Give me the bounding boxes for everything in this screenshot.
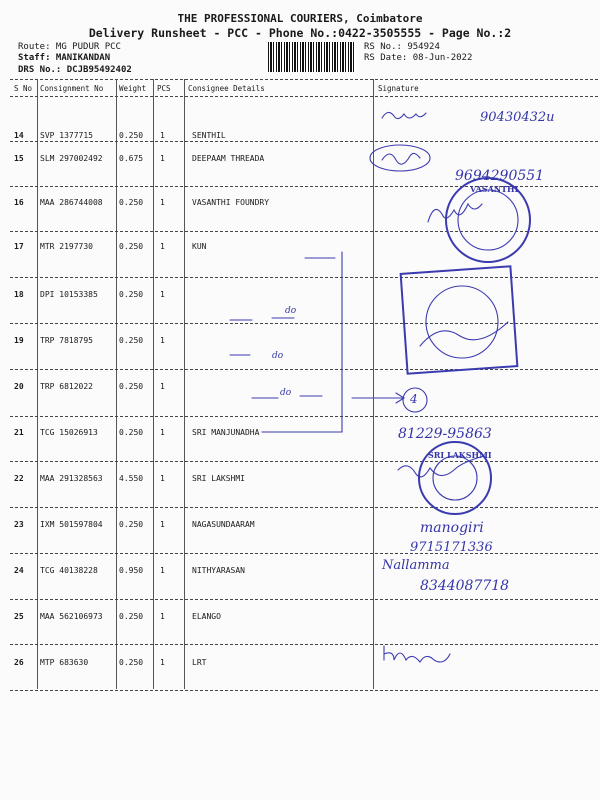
row-sno: 17 (14, 242, 24, 251)
row-weight: 0.950 (119, 566, 144, 575)
row-weight: 0.250 (119, 198, 144, 207)
rs-number: RS No.: 954924 (364, 42, 440, 52)
row-cons: TCG 40138228 (40, 566, 98, 575)
stamp-circle (426, 286, 498, 358)
row-pcs: 1 (160, 658, 165, 667)
row-consignee: NAGASUNDAARAM (192, 520, 255, 529)
row-cons: MTR 2197730 (40, 242, 93, 251)
row-pcs: 1 (160, 198, 165, 207)
col-weight: Weight (119, 84, 147, 93)
row-weight: 0.250 (119, 520, 144, 529)
row-cons: SLM 297002492 (40, 154, 103, 163)
row-sno: 18 (14, 290, 24, 299)
row-sno: 24 (14, 566, 24, 575)
row-pcs: 1 (160, 336, 165, 345)
row-cons: MAA 286744008 (40, 198, 103, 207)
handwritten-phone: 90430432u (480, 110, 555, 125)
row-cons: DPI 10153385 (40, 290, 98, 299)
row-weight: 0.250 (119, 382, 144, 391)
handwritten-phone: 8344087718 (420, 578, 510, 594)
company-title: THE PROFESSIONAL COURIERS, Coimbatore (177, 12, 423, 25)
handwritten-name: Nallamma (382, 558, 450, 573)
row-cons: MAA 562106973 (40, 612, 103, 621)
col-consignment: Consignment No (40, 84, 104, 93)
row-consignee: LRT (192, 658, 207, 667)
handwritten-name: manogiri (420, 520, 484, 536)
signature-scribble (428, 204, 482, 222)
row-pcs: 1 (160, 520, 165, 529)
row-cons: TRP 7818795 (40, 336, 93, 345)
runsheet-subtitle: Delivery Runsheet - PCC - Phone No.:0422-3505555 - Page No.:2 (88, 26, 512, 40)
stamp-circle-inner (458, 190, 518, 250)
route-label: Route: MG PUDUR PCC (18, 42, 121, 52)
signature-scribble (382, 153, 420, 164)
row-sno: 23 (14, 520, 24, 529)
row-pcs: 1 (160, 131, 165, 140)
stamp-text: SRI LAKSHMI (428, 450, 492, 460)
row-pcs: 1 (160, 428, 165, 437)
row-sno: 22 (14, 474, 24, 483)
staff-label: Staff: MANIKANDAN (18, 53, 111, 63)
row-cons: MTP 683630 (40, 658, 89, 667)
row-consignee: DEEPAAM THREADA (192, 154, 265, 163)
row-weight: 0.250 (119, 242, 144, 251)
row-sno: 19 (14, 336, 24, 345)
row-consignee: ELANGO (192, 612, 221, 621)
col-signature: Signature (378, 84, 419, 93)
row-consignee: VASANTHI FOUNDRY (192, 198, 270, 207)
row-cons: TRP 6812022 (40, 382, 93, 391)
row-consignee: SRI MANJUNADHA (192, 428, 260, 437)
row-consignee: SRI LAKSHMI (192, 474, 245, 483)
arrow-line (352, 393, 404, 403)
row-cons: SVP 1377715 (40, 131, 93, 140)
ditto-mark: do (285, 306, 297, 316)
row-pcs: 1 (160, 474, 165, 483)
col-sno: S No (14, 84, 33, 93)
row-pcs: 1 (160, 242, 165, 251)
row-sno: 15 (14, 154, 24, 163)
ditto-mark: do (280, 388, 292, 398)
row-cons: TCG 15026913 (40, 428, 98, 437)
row-weight: 0.675 (119, 154, 144, 163)
handwritten-count: 4 (410, 392, 418, 406)
row-weight: 0.250 (119, 290, 144, 299)
row-cons: MAA 291328563 (40, 474, 103, 483)
rs-date: RS Date: 08-Jun-2022 (364, 53, 473, 63)
row-consignee: KUN (192, 242, 207, 251)
ditto-mark: do (272, 351, 284, 361)
row-cons: IXM 501597804 (40, 520, 103, 529)
row-weight: 0.250 (119, 612, 144, 621)
row-weight: 0.250 (119, 658, 144, 667)
signature-scribble (382, 112, 426, 118)
row-weight: 4.550 (119, 474, 144, 483)
drs-number: DRS No.: DCJB95492402 (18, 65, 132, 75)
row-weight: 0.250 (119, 428, 144, 437)
row-weight: 0.250 (119, 336, 144, 345)
bracket-line (262, 252, 342, 432)
stamp-circle-inner (433, 456, 477, 500)
col-pcs: PCS (157, 84, 171, 93)
handwritten-phone: 81229-95863 (398, 426, 492, 442)
handwritten-phone: 9715171336 (410, 540, 493, 555)
row-pcs: 1 (160, 154, 165, 163)
handwritten-phone: 9694290551 (455, 168, 545, 184)
stamp-text: VASANTHI (470, 184, 519, 194)
row-consignee: SENTHIL (192, 131, 226, 140)
row-weight: 0.250 (119, 131, 144, 140)
row-pcs: 1 (160, 382, 165, 391)
signature-circle (370, 145, 430, 171)
row-sno: 16 (14, 198, 24, 207)
row-consignee: NITHYARASAN (192, 566, 245, 575)
signature-scribble (420, 322, 508, 346)
row-sno: 20 (14, 382, 24, 391)
row-sno: 21 (14, 428, 24, 437)
row-pcs: 1 (160, 566, 165, 575)
row-sno: 26 (14, 658, 24, 667)
row-pcs: 1 (160, 612, 165, 621)
row-sno: 14 (14, 131, 24, 140)
col-consignee: Consignee Details (188, 84, 265, 93)
signature-scribble (384, 646, 450, 662)
row-pcs: 1 (160, 290, 165, 299)
row-sno: 25 (14, 612, 24, 621)
